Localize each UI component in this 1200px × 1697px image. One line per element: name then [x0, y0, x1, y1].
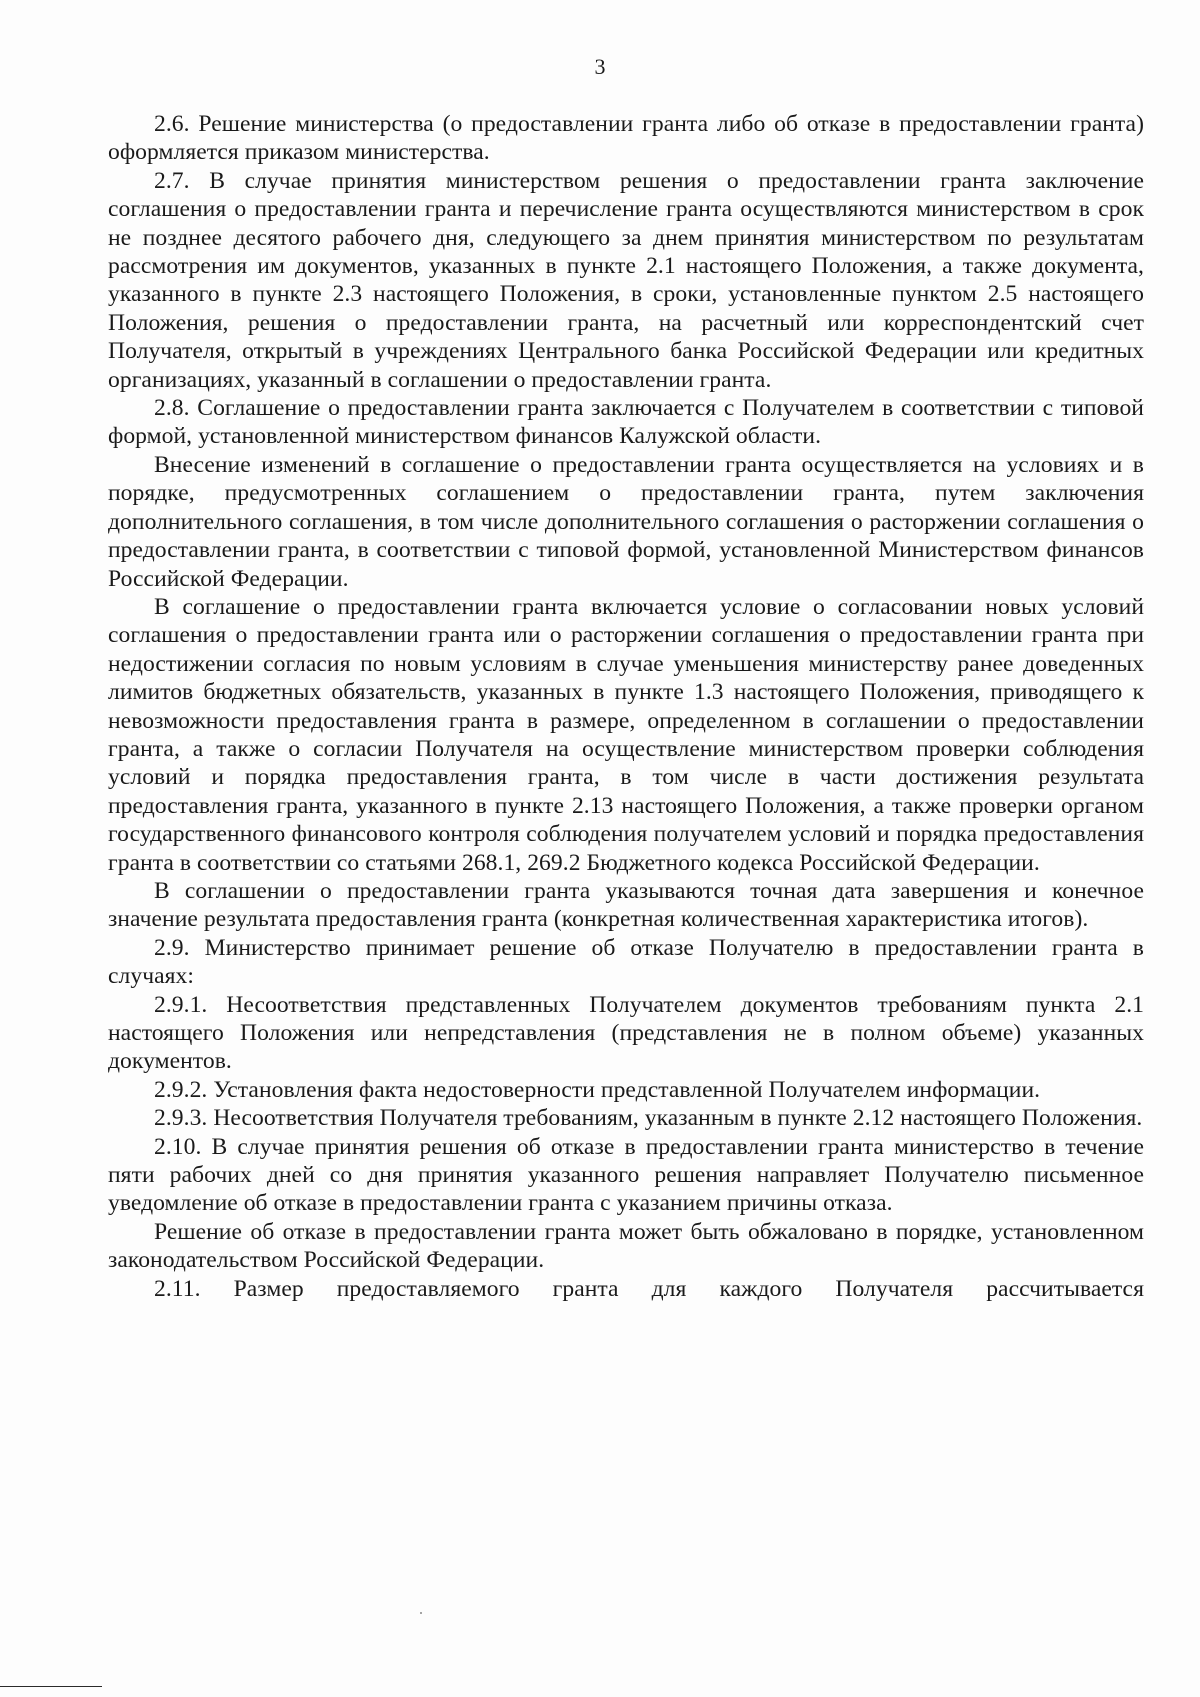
footer-rule: [0, 1686, 102, 1687]
paragraph-2-11: 2.11. Размер предоставляемого гранта для каждого Получателя рассчитывается: [154, 1275, 1144, 1302]
paragraph-result-date: В соглашении о предоставлении гранта указываются точная дата завершения и конечное значение результата предоставления гранта (конкретная количественная характеристика итогов).: [108, 877, 1144, 933]
paragraph-2-8: 2.8. Соглашение о предоставлении гранта заключается с Получателем в соответствии с типовой формой, установленной министерством финансов Калужской области.: [108, 395, 1144, 450]
scan-speck: [420, 1612, 422, 1614]
paragraph-2-9-2: 2.9.2. Установления факта недостоверности представленной Получателем информации.: [154, 1076, 1041, 1103]
paragraph-2-10: 2.10. В случае принятия решения об отказе в предоставлении гранта министерство в течение пяти рабочих дней со дня принятия указанного решения направляет Получателю письменное уведомление об отказе в предоставлении гранта с указанием причины отказа.: [108, 1133, 1144, 1217]
document-body: [108, 110, 1144, 1303]
page-number: 3: [594, 54, 606, 79]
paragraph-2-9-1: 2.9.1. Несоответствия представленных Получателем документов требованиям пункта 2.1 настоящего Положения или непредставления (представления не в полном объеме) указанных документов.: [108, 991, 1144, 1075]
paragraph-conditions: В соглашение о предоставлении гранта включается условие о согласовании новых условий соглашения о предоставлении гранта или о расторжении соглашения о предоставлении гранта при недостижении согласия по новым условиям в случае уменьшения министерству ранее доведенных лимитов бюджетных обязательств, указанных в пункте 1.3 настоящего Положения, приводящего к невозможности предоставления гранта в размере, определенном в соглашении о предоставлении гранта, а также о согласии Получателя на осуществление министерством проверки соблюдения условий и порядка предоставления гранта, в том числе в части достижения результата предоставления гранта, указанного в пункте 2.13 настоящего Положения, а также проверки органом государственного финансового контроля соблюдения получателем условий и порядка предоставления гранта в соответствии со статьями 268.1, 269.2 Бюджетного кодекса Российской Федерации.: [108, 593, 1144, 876]
paragraph-2-9: 2.9. Министерство принимает решение об отказе Получателю в предоставлении гранта в случаях:: [108, 934, 1144, 990]
paragraph-2-6: 2.6. Решение министерства (о предоставлении гранта либо об отказе в предоставлении гранта) оформляется приказом министерства.: [108, 111, 1144, 166]
paragraph-2-7: 2.7. В случае принятия министерством решения о предоставлении гранта заключение соглашения о предоставлении гранта и перечисление гранта осуществляются министерством в срок не позднее десятого рабочего дня, следующего за днем принятия министерством по результатам рассмотрения им документов, указанных в пункте 2.1 настоящего Положения, а также документа, указанного в пункте 2.3 настоящего Положения, в сроки, установленные пунктом 2.5 настоящего Положения, решения о предоставлении гранта, на расчетный или корреспондентский счет Получателя, открытый в учреждениях Центрального банка Российской Федерации или кредитных организациях, указанный в соглашении о предоставлении гранта.: [108, 167, 1144, 393]
paragraph-amendments: Внесение изменений в соглашение о предоставлении гранта осуществляется на условиях и в порядке, предусмотренных соглашением о предоставлении гранта, путем заключения дополнительного соглашения, в том числе дополнительного соглашения о расторжении соглашения о предоставлении гранта, в соответствии с типовой формой, установленной Министерством финансов Российской Федерации.: [108, 451, 1144, 592]
paragraph-appeal: Решение об отказе в предоставлении гранта может быть обжаловано в порядке, установленном законодательством Российской Федерации.: [108, 1218, 1144, 1274]
paragraph-2-9-3: 2.9.3. Несоответствия Получателя требованиям, указанным в пункте 2.12 настоящего Положения.: [154, 1105, 1143, 1132]
